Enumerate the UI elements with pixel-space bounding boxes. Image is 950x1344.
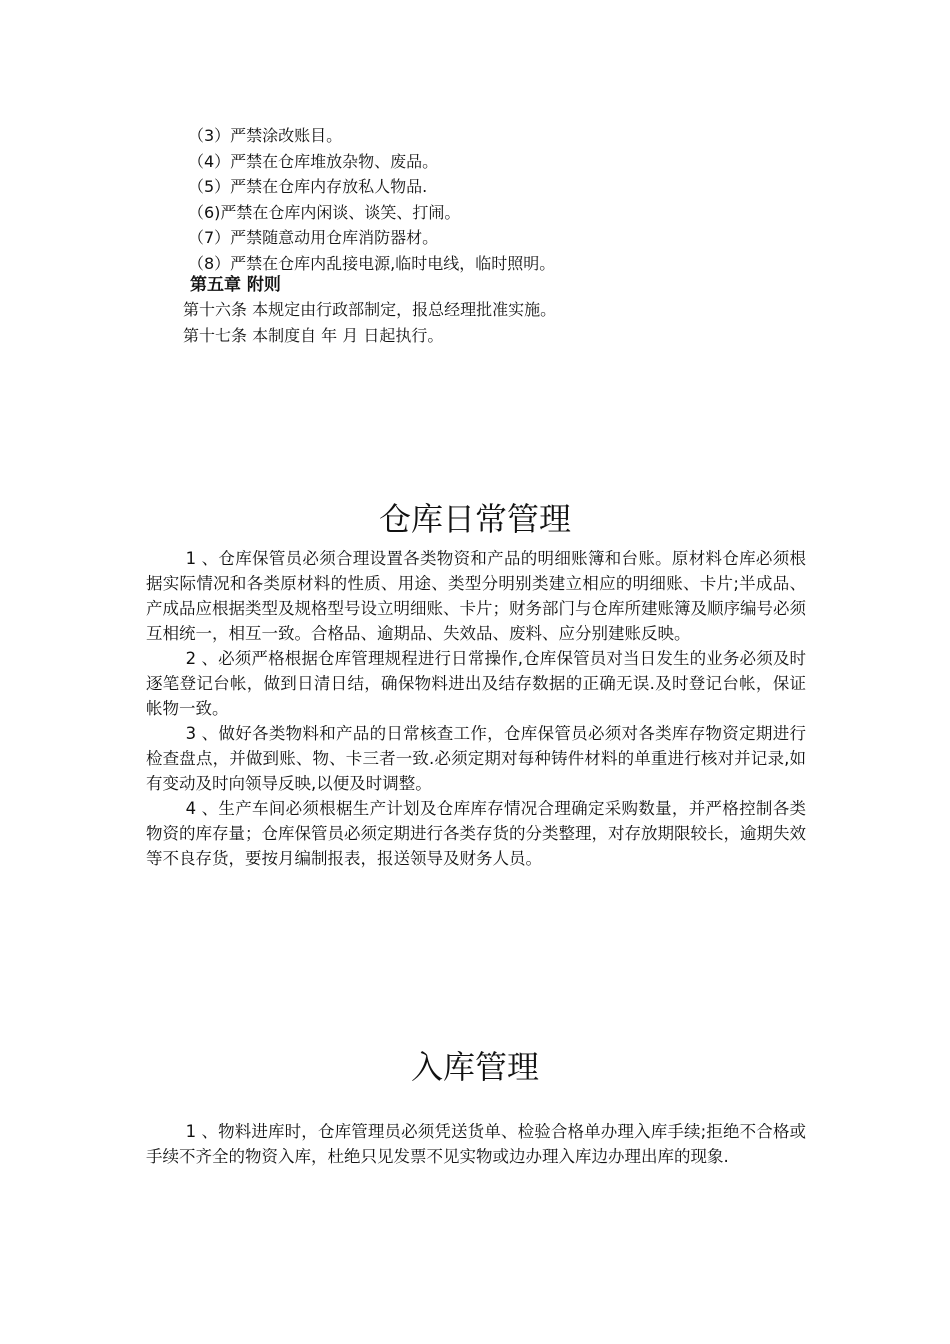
section-title-daily-management: 仓库日常管理 xyxy=(378,500,571,539)
paragraph: 1 、仓库保管员必须合理设置各类物资和产品的明细账簿和台账。原材料仓库必须根据实际情况和各类原材料的性质、用途、类型分明别类建立相应的明细账、卡片;半成品、产成品应根据类型及规格型号设立明细账、卡片；财务部门与仓库所建账簿及顺序编号必须互相统一，相互一致。合格品、逾期品、失效品、废料、应分别建账反映。 xyxy=(146,549,806,643)
paragraph: 4 、生产车间必须根椐生产计划及仓库库存情况合理确定采购数量，并严格控制各类物资的库存量；仓库保管员必须定期进行各类存货的分类整理，对存放期限较长，逾期失效等不良存货，要按月编制报表，报送领导及财务人员。 xyxy=(146,799,806,868)
prohibition-item: （8）严禁在仓库内乱接电源,临时电线，临时照明。 xyxy=(188,253,556,273)
prohibition-item: （6)严禁在仓库内闲谈、谈笑、打闹。 xyxy=(188,202,461,222)
prohibition-list xyxy=(188,123,828,276)
prohibition-item: （5）严禁在仓库内存放私人物品. xyxy=(188,177,428,196)
section-title-inbound-management: 入库管理 xyxy=(410,1048,539,1087)
inbound-management-body xyxy=(146,1119,806,1169)
prohibition-item: （3）严禁涂改账目。 xyxy=(188,126,343,145)
prohibition-item: （7）严禁随意动用仓库消防器材。 xyxy=(188,228,439,247)
paragraph: 2 、必须严格根据仓库管理规程进行日常操作,仓库保管员对当日发生的业务必须及时逐笔登记台帐，做到日清日结，确保物料进出及结存数据的正确无误.及时登记台帐，保证帐物一致。 xyxy=(146,649,806,718)
article-list xyxy=(183,297,556,349)
prohibition-item: （4）严禁在仓库堆放杂物、废品。 xyxy=(188,151,439,171)
paragraph: 3 、做好各类物料和产品的日常核查工作，仓库保管员必须对各类库存物资定期进行检查盘点，并做到账、物、卡三者一致.必须定期对每种铸件材料的单重进行核对并记录,如有变动及时向领导反映,以便及时调整。 xyxy=(146,724,806,793)
chapter-heading: 第五章 附则 xyxy=(190,275,281,295)
daily-management-body xyxy=(146,546,806,871)
article-item: 第十七条 本制度自 年 月 日起执行。 xyxy=(183,326,444,345)
paragraph: 1 、物料进库时，仓库管理员必须凭送货单、检验合格单办理入库手续;拒绝不合格或手续不齐全的物资入库，杜绝只见发票不见实物或边办理入库边办理出库的现象. xyxy=(146,1122,806,1166)
article-item: 第十六条 本规定由行政部制定，报总经理批准实施。 xyxy=(183,300,557,319)
